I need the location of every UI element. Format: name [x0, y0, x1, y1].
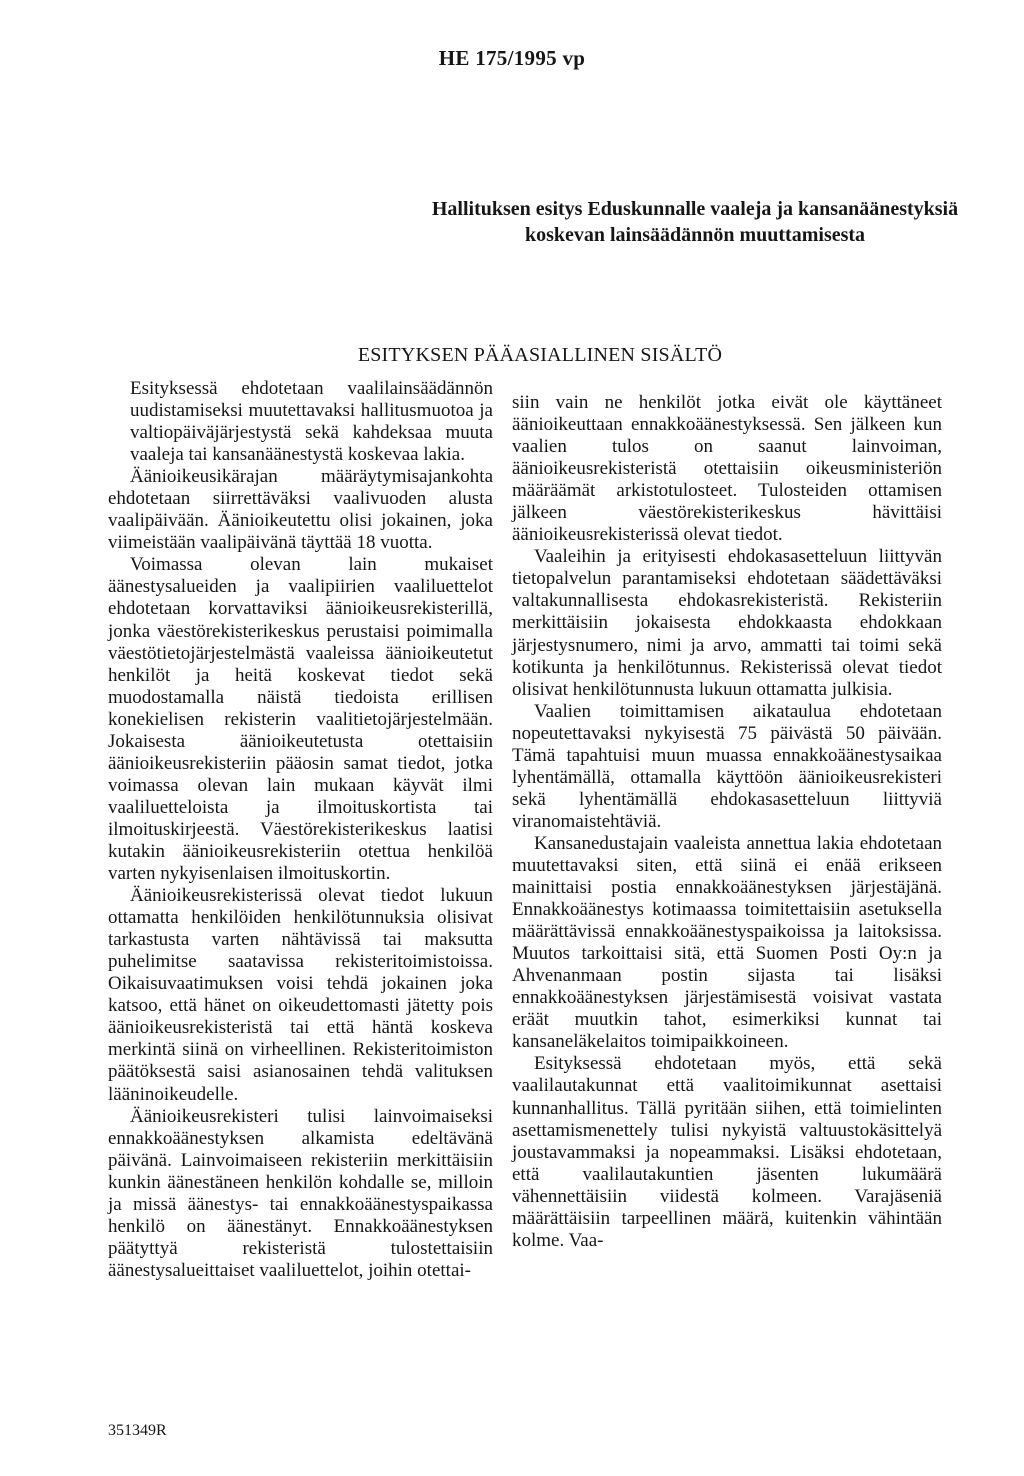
- right-paragraph-5: Esityksessä ehdotetaan myös, että sekä vaalilautakunnat että vaalitoimikunnat asettaisi kunnanhallitus. Tällä pyritään siihen, että toimielinten asettamismenettely tulisi nykyistä valtuustokäsittelyä joustavammaksi ja nopeammaksi. Lisäksi ehdotetaan, että vaalilautakuntien jäsenten lukumäärä vähennettäisiin viidestä kolmeen. Varajäseniä määrättäisiin tarpeellinen määrä, kuitenkin vähintään kolme. Vaa-: [512, 1053, 942, 1251]
- right-paragraph-3: Vaalien toimittamisen aikataulua ehdotetaan nopeutettavaksi nykyisestä 75 päivästä 50 päivään. Tämä tapahtuisi muun muassa ennakkoäänestysaikaa lyhentämällä, ottamalla käyttöön äänioikeusrekisteri sekä lyhentämällä ehdokasasetteluun liittyviä viranomaistehtäviä.: [512, 700, 942, 832]
- right-paragraph-4: Kansanedustajain vaaleista annettua lakia ehdotetaan muutettavaksi siten, että siinä ei enää erikseen mainittaisi postia ennakkoäänestyksen järjestäjänä. Ennakkoäänestys kotimaassa toimitettaisiin asetuksella määrättävissä ennakkoäänestyspaikoissa ja laitoksissa. Muutos tarkoittaisi sitä, että Suomen Posti Oy:n ja Ahvenanmaan postin sijasta tai lisäksi ennakkoäänestyksen järjestämisestä voisivat vastata eräät muutkin tahot, esimerkiksi kunnat tai kansaneläkelaitos toimipaikkoineen.: [512, 832, 942, 1053]
- document-id: 351349R: [108, 1422, 167, 1439]
- left-paragraph-5: Äänioikeusrekisteri tulisi lainvoimaiseksi ennakkoäänestyksen alkamista edeltävänä päivänä. Lainvoimaiseen rekisteriin merkittäisiin kunkin äänestäneen henkilön kohdalle se, milloin ja missä äänestys- tai ennakkoäänestyspaikassa henkilö on äänestänyt. Ennakkoäänestyksen päätyttyä rekisteristä tulostettaisiin äänestysalueittaiset vaaliluettelot, joihin otettai-: [108, 1105, 493, 1281]
- right-paragraph-1: siin vain ne henkilöt jotka eivät ole käyttäneet äänioikeuttaan ennakkoäänestyksessä. Sen jälkeen kun vaalien tulos on saanut lainvoiman, äänioikeusrekisteristä otettaisiin oikeusministeriön määräämät arkistotulosteet. Tulosteiden ottamisen jälkeen väestörekisterikeskus hävittäisi äänioikeusrekisterissä olevat tiedot.: [512, 392, 942, 546]
- left-paragraph-3: Voimassa olevan lain mukaiset äänestysalueiden ja vaalipiirien vaaliluettelot ehdotetaan korvattaviksi äänioikeusrekisterillä, jonka väestörekisterikeskus perustaisi poimimalla väestötietojärjestelmästä vaaleissa äänioikeutetut henkilöt ja heitä koskevat tiedot sekä muodostamalla näistä tiedoista erillisen konekielisen rekisterin vaalitietojärjestelmään. Jokaisesta äänioikeutetusta otettaisiin äänioikeusrekisteriin pääosin samat tiedot, jotka voimassa olevan lain mukaan käyvät ilmi vaaliluetteloista ja ilmoituskortista tai ilmoituskirjeestä. Väestörekisterikeskus laatisi kutakin äänioikeusrekisteriin otettua henkilöä varten nykyisenlaisen ilmoituskortin.: [108, 554, 493, 885]
- document-title-line-2: koskevan lainsäädännön muuttamisesta: [524, 224, 866, 246]
- right-text-column: [512, 392, 942, 1252]
- left-paragraph-1: Esityksessä ehdotetaan vaalilainsäädännön uudistamiseksi muutettavaksi hallitusmuotoa ja valtiopäiväjärjestystä sekä kahdeksaa muuta vaaleja tai kansanäänestystä koskevaa lakia.: [130, 378, 493, 466]
- document-title: [395, 196, 995, 248]
- document-reference: HE 175/1995 vp: [438, 46, 586, 70]
- left-text-column: [108, 378, 493, 1282]
- right-paragraph-2: Vaaleihin ja erityisesti ehdokasasetteluun liittyvän tietopalvelun parantamiseksi ehdotetaan säädettäväksi valtakunnallisesta ehdokasrekisteristä. Rekisteriin merkittäisiin jokaisesta ehdokkaasta ehdokkaan järjestysnumero, nimi ja arvo, ammatti tai toimi sekä kotikunta ja henkilötunnus. Rekisterissä olevat tiedot olisivat henkilötunnusta lukuun ottamatta julkisia.: [512, 546, 942, 700]
- document-title-line-1: Hallituksen esitys Eduskunnalle vaaleja ja kansanäänestyksiä: [431, 198, 959, 220]
- section-heading: ESITYKSEN PÄÄASIALLINEN SISÄLTÖ: [357, 344, 723, 366]
- left-paragraph-4: Äänioikeusrekisterissä olevat tiedot lukuun ottamatta henkilöiden henkilötunnuksia olisivat tarkastusta varten nähtävissä tai maksutta puhelimitse saatavissa rekisteritoimistoissa. Oikaisuvaatimuksen voisi tehdä jokainen joka katsoo, että hänet on oikeudettomasti jätetty pois äänioikeusrekisteristä tai että häntä koskeva merkintä siinä on virheellinen. Rekisteritoimiston päätöksestä saisi asianosainen tehdä valituksen lääninoikeudelle.: [108, 885, 493, 1105]
- left-paragraph-2: Äänioikeusikärajan määräytymisajankohta ehdotetaan siirrettäväksi vaalivuoden alusta vaalipäivään. Äänioikeutettu olisi jokainen, joka viimeistään vaalipäivänä täyttää 18 vuotta.: [108, 466, 493, 554]
